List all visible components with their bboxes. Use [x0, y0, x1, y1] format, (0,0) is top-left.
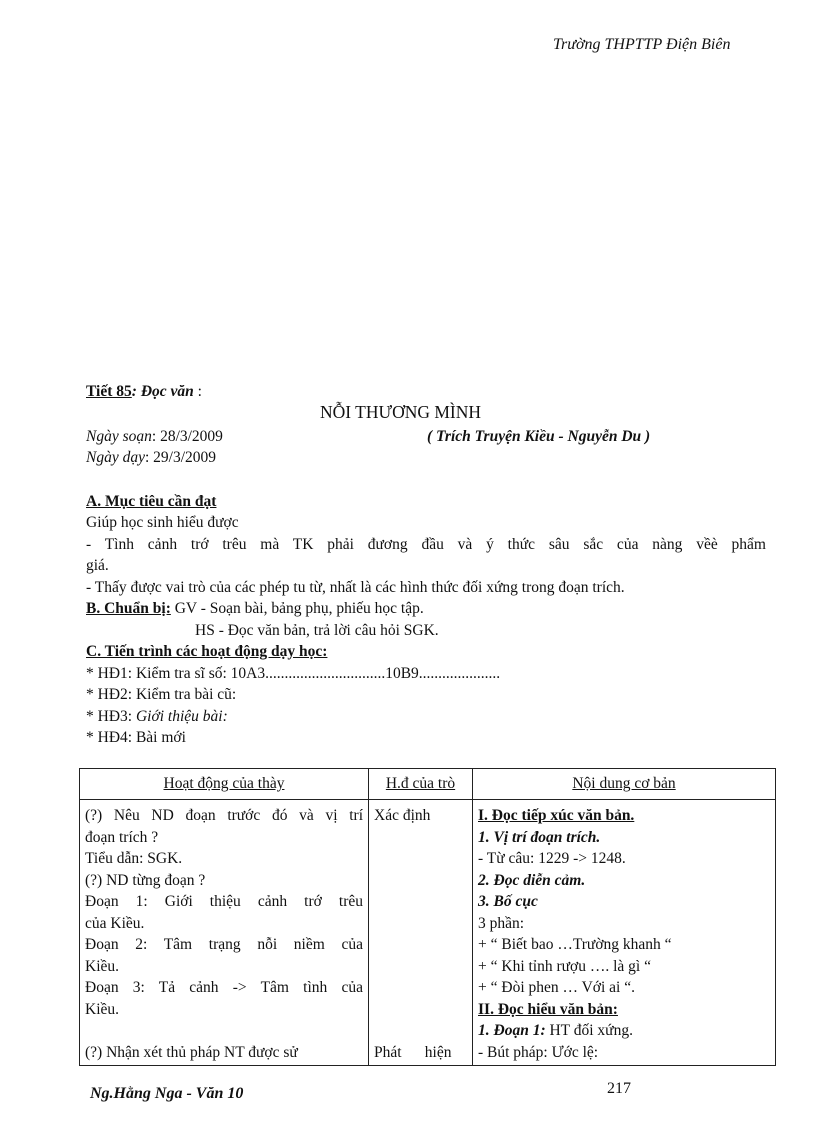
- lesson-source: ( Trích Truyện Kiều - Nguyễn Du ): [427, 428, 651, 445]
- table-header-row: [80, 769, 776, 800]
- teacher-line: của Kiều.: [85, 914, 145, 932]
- student-line: Phát hiện: [374, 1043, 452, 1061]
- goal-1-line-2: giá.: [86, 557, 109, 574]
- step-4: * HĐ4: Bài mới: [86, 729, 186, 746]
- teacher-line: [85, 1020, 363, 1042]
- content-line: + “ Khi tỉnh rượu …. là gì “: [478, 957, 651, 975]
- school-header: Trường THPTTP Điện Biên: [553, 36, 731, 53]
- content-cell: [473, 800, 776, 1066]
- footer-author: Ng.Hằng Nga - Văn 10: [90, 1085, 244, 1102]
- content-line: 1. Đoạn 1: HT đối xứng.: [478, 1022, 633, 1039]
- col-content-header: Nội dung cơ bản: [473, 769, 776, 800]
- teacher-line: Tiểu dẫn: SGK.: [85, 850, 183, 867]
- col-teacher-header: Hoạt động của thày: [80, 769, 369, 800]
- content-line: - Bút pháp: Ước lệ:: [478, 1043, 599, 1061]
- teacher-line: Đoạn 2: Tâm trạng nỗi niềm của: [85, 936, 363, 953]
- prep-date: Ngày soạn: 28/3/2009: [86, 428, 223, 445]
- goal-1-line-1: - Tình cảnh trớ trêu mà TK phải đương đầu và ý thức sâu sắc của nàng vềè phẩm: [86, 536, 766, 553]
- col-student-header: H.đ của trò: [369, 769, 473, 800]
- content-section-1: I. Đọc tiếp xúc văn bản.: [478, 807, 635, 824]
- lesson-table: [79, 768, 776, 1066]
- page-number: 217: [607, 1080, 631, 1097]
- section-a-heading: A. Mục tiêu cần đạt: [86, 493, 217, 510]
- content-line: - Từ câu: 1229 -> 1248.: [478, 850, 626, 867]
- content-line: 3 phần:: [478, 914, 525, 932]
- content-subsection: 1. Vị trí đoạn trích.: [478, 828, 601, 846]
- page-title: NỖI THƯƠNG MÌNH: [320, 402, 482, 422]
- content-subsection: 2. Đọc diễn cảm.: [478, 871, 586, 889]
- teacher-line: Đoạn 1: Giới thiệu cảnh trớ trêu: [85, 893, 363, 910]
- section-b-heading: B. Chuẩn bị:: [86, 600, 171, 617]
- teacher-line: (?) Nhận xét thủ pháp NT được sử: [85, 1043, 298, 1061]
- content-section-2: II. Đọc hiểu văn bản:: [478, 1000, 618, 1018]
- content-line: + “ Biết bao …Trường khanh “: [478, 936, 672, 953]
- teacher-line: đoạn trích ?: [85, 828, 159, 846]
- section-a-intro: Giúp học sinh hiểu được: [86, 514, 239, 531]
- step-3: * HĐ3: Giới thiệu bài:: [86, 708, 228, 725]
- prep-student: HS - Đọc văn bản, trả lời câu hỏi SGK.: [195, 622, 439, 639]
- student-line: Xác định: [374, 807, 431, 824]
- prep-teacher: GV - Soạn bài, bảng phụ, phiếu học tập.: [174, 600, 424, 617]
- teacher-activity-cell: [80, 800, 369, 1066]
- step-2: * HĐ2: Kiểm tra bài cũ:: [86, 686, 237, 703]
- table-row: [80, 800, 776, 1066]
- lesson-number: Tiết 85: [86, 383, 132, 400]
- lesson-label: Tiết 85: Đọc văn :: [86, 383, 202, 400]
- content-subsection: 3. Bố cục: [478, 893, 538, 910]
- student-activity-cell: [369, 800, 473, 1066]
- teacher-line: Kiều.: [85, 1000, 120, 1018]
- step-1: * HĐ1: Kiểm tra sĩ số: 10A3...............................10B9.....................: [86, 665, 501, 682]
- section-c-heading: C. Tiến trình các hoạt động dạy học:: [86, 643, 328, 660]
- teach-date: Ngày dạy: 29/3/2009: [86, 449, 217, 466]
- teacher-line: (?) ND từng đoạn ?: [85, 871, 206, 889]
- teacher-line: Kiều.: [85, 957, 120, 975]
- teacher-line: Đoạn 3: Tả cảnh -> Tâm tình của: [85, 979, 363, 996]
- teacher-line: (?) Nêu ND đoạn trước đó và vị trí: [85, 807, 363, 824]
- goal-2: - Thấy được vai trò của các phép tu từ, nhất là các hình thức đối xứng trong đoạn trích.: [86, 579, 625, 596]
- section-b: [86, 598, 776, 619]
- lesson-type: Đọc văn: [140, 383, 194, 400]
- content-line: + “ Đòi phen … Với ai “.: [478, 979, 635, 996]
